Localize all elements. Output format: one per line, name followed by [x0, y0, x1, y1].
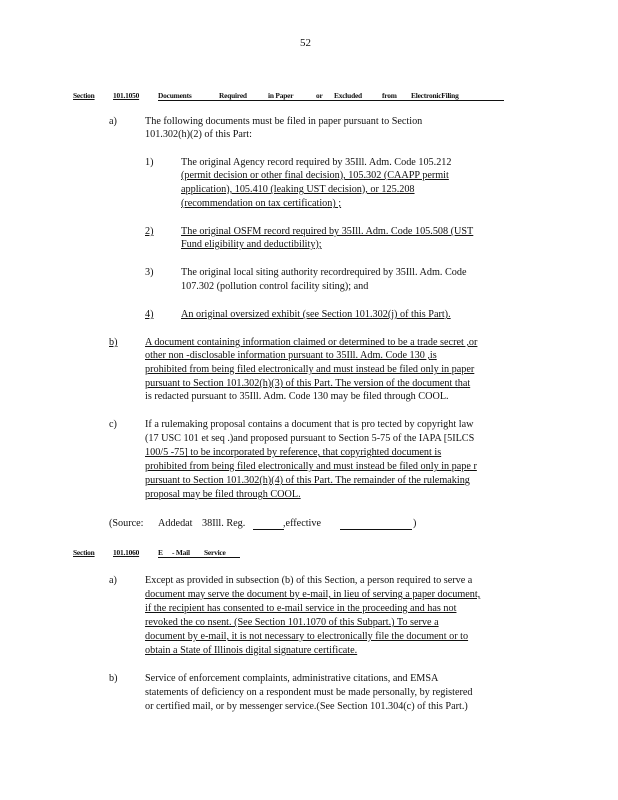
item-line: 107.302 (pollution control facility siting); and: [181, 281, 369, 292]
item-line: application), 105.410 (leaking UST decision), or 125.208: [181, 184, 415, 195]
subsection-marker: b): [109, 337, 118, 348]
paragraph-line: statements of deficiency on a respondent must be made personally, by registered: [145, 687, 473, 698]
section-number: 101.1060: [113, 548, 140, 557]
item-line: (permit decision or other final decision), 105.302 (CAAPP permit: [181, 170, 449, 181]
section-title-word: E: [158, 548, 163, 557]
paragraph-line: pursuant to Section 101.302(h)(3) of this Part. The version of the document that: [145, 378, 471, 389]
paragraph-line: is redacted pursuant to 35Ill. Adm. Code 130 may be filed through COOL.: [145, 391, 449, 402]
item-line: The original Agency record required by 35Ill. Adm. Code 105.212: [181, 157, 452, 168]
source-reg: 38Ill. Reg.: [202, 518, 246, 529]
source-label: (Source:: [109, 518, 144, 529]
section-label: Section: [73, 548, 95, 557]
item-line: An original oversized exhibit (see Section 101.302(j) of this Part).: [181, 309, 451, 320]
blank-effective-line: [340, 529, 412, 530]
section-title-word: ElectronicFiling: [411, 91, 459, 100]
paragraph-line: If a rulemaking proposal contains a document that is pro tected by copyright law: [145, 419, 474, 430]
paragraph-line: prohibited from being filed electronically and must instead be filed only in pape r: [145, 461, 477, 472]
item-marker: 4): [145, 309, 154, 320]
source-added: Addedat: [158, 518, 193, 529]
item-marker: 3): [145, 267, 154, 278]
blank-reg-line: [253, 529, 284, 530]
subsection-marker: c): [109, 419, 117, 430]
subsection-marker: a): [109, 575, 117, 586]
section-number: 101.1050: [113, 91, 140, 100]
section-title-word: Required: [219, 91, 247, 100]
paragraph-line: The following documents must be filed in paper pursuant to Section: [145, 116, 423, 127]
section-title-word: in Paper: [268, 91, 294, 100]
paragraph-line: document by e-mail, it is not necessary to electronically file the document or to: [145, 631, 469, 642]
page-number: 52: [300, 37, 311, 49]
paragraph-line: prohibited from being filed electronically and must instead be filed only in paper: [145, 364, 475, 375]
paragraph-line: A document containing information claimed or determined to be a trade secret ,or: [145, 337, 478, 348]
paragraph-line: obtain a State of Illinois digital signature certificate.: [145, 645, 358, 656]
paragraph-line: document may serve the document by e-mail, in lieu of serving a paper document,: [145, 589, 481, 600]
paragraph-line: pursuant to Section 101.302(h)(4) of this Part. The remainder of the rulemaking: [145, 475, 470, 486]
item-line: Fund eligibility and deductibility);: [181, 239, 322, 250]
section-label: Section: [73, 91, 95, 100]
paragraph-line: proposal may be filed through COOL.: [145, 489, 301, 500]
item-line: (recommendation on tax certification) ;: [181, 198, 342, 209]
item-marker: 2): [145, 226, 154, 237]
section-title-word: Service: [204, 548, 226, 557]
paragraph-line: Service of enforcement complaints, administrative citations, and EMSA: [145, 673, 439, 684]
paragraph-line: (17 USC 101 et seq .)and proposed pursuant to Section 5-75 of the IAPA [5ILCS: [145, 433, 475, 444]
paragraph-line: Except as provided in subsection (b) of this Section, a person required to serve a: [145, 575, 473, 586]
section-title-word: - Mail: [172, 548, 190, 557]
section-title-word: or: [316, 91, 323, 100]
paragraph-line: 101.302(h)(2) of this Part:: [145, 129, 252, 140]
heading-underline: [158, 100, 504, 101]
subsection-marker: a): [109, 116, 117, 127]
paragraph-line: if the recipient has consented to e-mail service in the proceeding and has not: [145, 603, 457, 614]
item-marker: 1): [145, 157, 154, 168]
heading-underline: [158, 557, 240, 558]
paragraph-line: 100/5 -75] to be incorporated by reference, that copyrighted document is: [145, 447, 442, 458]
paragraph-line: or certified mail, or by messenger service.(See Section 101.304(c) of this Part.): [145, 701, 468, 712]
subsection-marker: b): [109, 673, 118, 684]
item-line: The original OSFM record required by 35Ill. Adm. Code 105.508 (UST: [181, 226, 474, 237]
section-title-word: from: [382, 91, 397, 100]
paragraph-line: other non -disclosable information pursuant to 35Ill. Adm. Code 130 ,is: [145, 350, 437, 361]
source-close: ): [413, 518, 417, 529]
item-line: The original local siting authority recordrequired by 35Ill. Adm. Code: [181, 267, 467, 278]
section-title-word: Documents: [158, 91, 192, 100]
paragraph-line: revoked the co nsent. (See Section 101.1070 of this Subpart.) To serve a: [145, 617, 439, 628]
source-effective: ,effective: [283, 518, 321, 529]
section-title-word: Excluded: [334, 91, 362, 100]
